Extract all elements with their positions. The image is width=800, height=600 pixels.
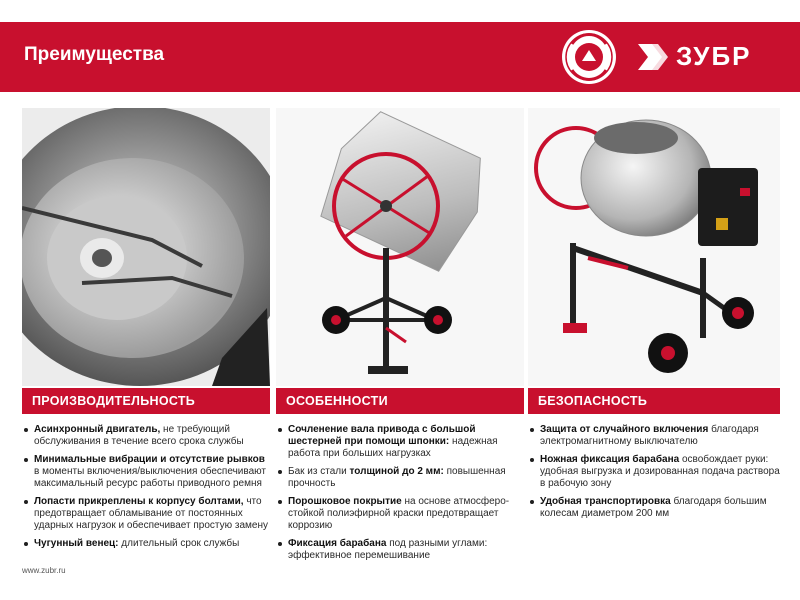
photo-mixer-upright [528, 108, 780, 386]
photo-drum-interior [22, 108, 270, 386]
quality-seal-icon [560, 28, 618, 86]
list-item [22, 538, 270, 550]
item-bold-text: Чугунный венец: [34, 538, 119, 549]
item-text: Бак из стали [288, 466, 350, 477]
photo-mixer-tilted [276, 108, 524, 386]
column-safety [528, 424, 780, 526]
column-features [276, 424, 524, 568]
item-text: освобождает руки: удобная выгрузка и дозированная подача раствора в рабочую зону [540, 454, 780, 489]
brand-arrow-icon [636, 40, 672, 74]
section-title-safety: БЕЗОПАСНОСТЬ [528, 388, 780, 414]
item-text: благодаря большим колесам диаметром 200 мм [540, 496, 767, 519]
item-text: под разными углами: эффективное перемешивание [288, 538, 488, 561]
list-item [276, 466, 524, 490]
page-title: Преимущества [24, 44, 165, 65]
section-title-performance: ПРОИЗВОДИТЕЛЬНОСТЬ [22, 388, 270, 414]
list-item [276, 538, 524, 562]
item-text: на основе атмосферо-стойкой полиэфирной краски предотвращает коррозию [288, 496, 510, 531]
item-bold-text: Минимальные вибрации и отсутствие рывков [34, 454, 265, 465]
item-text: повышенная прочность [288, 466, 506, 489]
item-text: благодаря электромагнитному выключателю [540, 424, 759, 447]
list-item [22, 496, 270, 532]
list-item [22, 424, 270, 448]
list-item [528, 454, 780, 490]
item-text: надежная работа при больших нагрузках [288, 436, 498, 459]
item-bold-text: Ножная фиксация барабана [540, 454, 680, 465]
list-item [528, 496, 780, 520]
list-item [22, 454, 270, 490]
brand-logo [636, 40, 786, 74]
list-item [276, 424, 524, 460]
item-bold-text: Фиксация барабана [288, 538, 387, 549]
item-bold-text: Асинхронный двигатель, [34, 424, 161, 435]
column-performance [22, 424, 270, 556]
list-item [528, 424, 780, 448]
footer-website-link[interactable]: www.zubr.ru [22, 566, 66, 575]
item-text: что предотвращает обламывание от постоянных ударных нагрузок и обеспечивает простую замену [34, 496, 268, 531]
brand-name: ЗУБР [676, 41, 752, 71]
section-title-features: ОСОБЕННОСТИ [276, 388, 524, 414]
item-bold-text: Удобная транспортировка [540, 496, 671, 507]
item-text: не требующий обслуживания в течение всего срока службы [34, 424, 244, 447]
item-bold-text: Защита от случайного включения [540, 424, 709, 435]
item-text: в моменты включения/выключения обеспечивают максимальный ресурс работы приводного ремня [34, 466, 266, 489]
item-text: длительный срок службы [118, 538, 240, 549]
item-bold-text: толщиной до 2 мм: [349, 466, 444, 477]
header-banner [0, 22, 800, 92]
list-item [276, 496, 524, 532]
item-bold-text: Порошковое покрытие [288, 496, 402, 507]
item-bold-text: Лопасти прикреплены к корпусу болтами, [34, 496, 244, 507]
item-bold-text: Сочленение вала привода с большой шестерней при помощи шпонки: [288, 424, 476, 447]
